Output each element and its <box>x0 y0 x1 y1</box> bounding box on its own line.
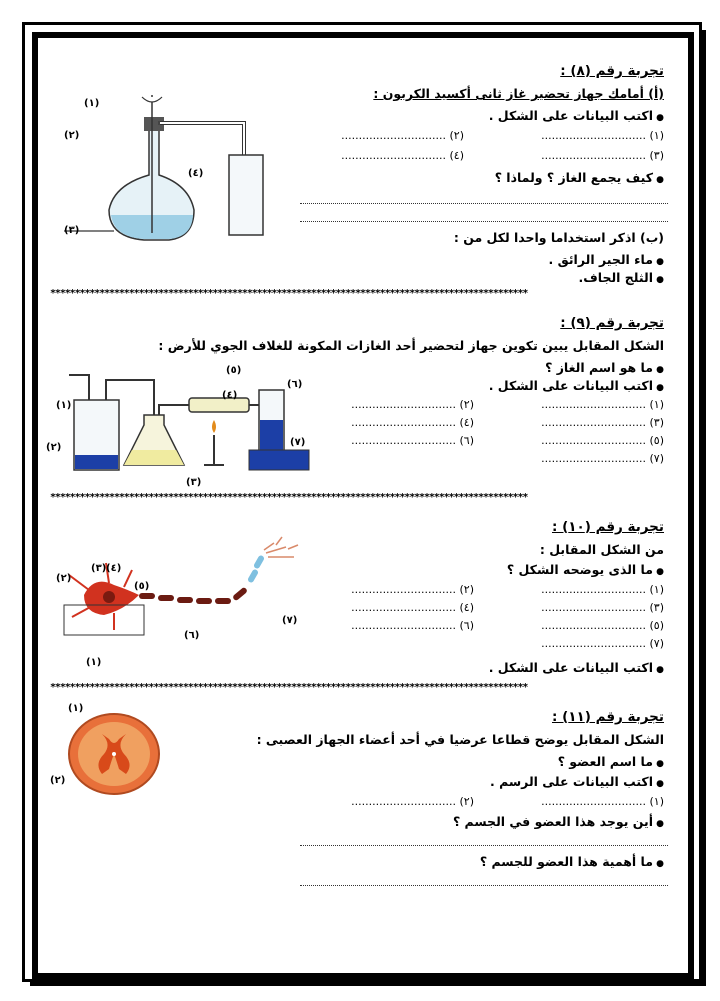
fig-label: (٤) <box>222 390 238 401</box>
fig-label: (١) <box>56 400 72 411</box>
fig-label: (٤) <box>188 168 204 179</box>
exp11-q4: ● ما أهمية هذا العضو للجسم ؟ <box>480 853 664 873</box>
fig-label: (٣) <box>64 225 80 236</box>
exp11-q3: ● أين يوجد هذا العضو في الجسم ؟ <box>453 813 664 833</box>
exp10-item-5[interactable]: (٥) .............................. <box>541 619 664 632</box>
exp10-item-2[interactable]: (٢) .............................. <box>351 583 474 596</box>
exp10-item-3[interactable]: (٣) .............................. <box>541 601 664 614</box>
fig-label: (٤) <box>106 563 122 574</box>
exp11-q1: ● ما اسم العضو ؟ <box>558 753 664 773</box>
exp9-item-7[interactable]: (٧) .............................. <box>541 452 664 465</box>
fig-label: (١) <box>86 657 102 668</box>
exp9-title: تجربة رقم (٩) : <box>560 315 664 331</box>
exp8-item-2[interactable]: (٢) .............................. <box>341 129 464 142</box>
exp9-item-1[interactable]: (١) .............................. <box>541 398 664 411</box>
exp10-item-4[interactable]: (٤) .............................. <box>351 601 474 614</box>
fig-label: (٢) <box>50 775 66 786</box>
exp11-item-2[interactable]: (٢) .............................. <box>351 795 474 808</box>
exp11-title: تجربة رقم (١١) : <box>552 709 664 725</box>
exp8-item-1[interactable]: (١) .............................. <box>541 129 664 142</box>
exp9-desc: الشكل المقابل يبين تكوين جهاز لتحضير أحد الغازات المكونة للغلاف الجوي للأرض : <box>158 338 664 353</box>
exp8-q2: ● كيف يجمع الغاز ؟ ولماذا ؟ <box>495 169 664 189</box>
exp9-q1: ● ما هو اسم الغاز ؟ <box>545 359 664 379</box>
fig-label: (٧) <box>290 437 306 448</box>
worksheet <box>44 55 674 955</box>
exp8-b1: ● ماء الجير الرائق . <box>549 251 665 271</box>
exp9-item-5[interactable]: (٥) .............................. <box>541 434 664 447</box>
separator: ************************************************************************************************* <box>50 288 528 299</box>
exp8-q1: ● اكتب البيانات على الشكل . <box>489 107 664 127</box>
fig-label: (٦) <box>184 630 200 641</box>
exp11-q2: ● اكتب البيانات على الرسم . <box>490 773 664 793</box>
exp9-item-3[interactable]: (٣) .............................. <box>541 416 664 429</box>
exp11-item-1[interactable]: (١) .............................. <box>541 795 664 808</box>
exp9-item-6[interactable]: (٦) .............................. <box>351 434 474 447</box>
exp10-q2: ● اكتب البيانات على الشكل . <box>489 659 664 679</box>
fig-label: (١) <box>68 703 84 714</box>
fig-label: (١) <box>84 98 100 109</box>
exp11-desc: الشكل المقابل يوضح قطاعا عرضيا في أحد أعضاء الجهاز العصبى : <box>256 732 664 747</box>
border-shadow-bottom <box>30 980 706 986</box>
exp10-title: تجربة رقم (١٠) : <box>552 519 664 535</box>
exp10-item-7[interactable]: (٧) .............................. <box>541 637 664 650</box>
exp8-title: تجربة رقم (٨) : <box>560 63 664 79</box>
spinal-cord-diagram <box>64 709 164 799</box>
fig-label: (٢) <box>56 573 72 584</box>
neuron-diagram <box>54 535 314 645</box>
fig-label: (٥) <box>226 365 242 376</box>
fig-label: (٣) <box>186 477 202 488</box>
exp10-item-6[interactable]: (٦) .............................. <box>351 619 474 632</box>
answer-line[interactable] <box>300 845 668 846</box>
co2-apparatus-diagram <box>54 85 284 245</box>
exp8-part-a: (أ) أمامك جهاز تحضير غاز ثانى أكسيد الكربون : <box>373 86 664 101</box>
border-shadow-right <box>700 30 706 980</box>
exp10-q1: ● ما الذى يوضحه الشكل ؟ <box>507 561 664 581</box>
answer-line[interactable] <box>300 203 668 204</box>
separator: ************************************************************************************************* <box>50 682 528 693</box>
exp8-part-b: (ب) اذكر استخداما واحدا لكل من : <box>453 230 664 245</box>
exp8-b2: ● الثلج الجاف. <box>579 269 665 289</box>
separator: ************************************************************************************************* <box>50 492 528 503</box>
fig-label: (٢) <box>46 442 62 453</box>
answer-line[interactable] <box>300 885 668 886</box>
fig-label: (٦) <box>287 379 303 390</box>
fig-label: (٣) <box>91 563 107 574</box>
exp8-item-3[interactable]: (٣) .............................. <box>541 149 664 162</box>
fig-label: (٧) <box>282 615 298 626</box>
exp10-item-1[interactable]: (١) .............................. <box>541 583 664 596</box>
fig-label: (٢) <box>64 130 80 141</box>
exp9-item-2[interactable]: (٢) .............................. <box>351 398 474 411</box>
exp10-desc: من الشكل المقابل : <box>539 542 664 557</box>
gas-preparation-diagram <box>64 365 314 475</box>
exp9-item-4[interactable]: (٤) .............................. <box>351 416 474 429</box>
answer-line[interactable] <box>300 221 668 222</box>
exp8-item-4[interactable]: (٤) .............................. <box>341 149 464 162</box>
exp9-q2: ● اكتب البيانات على الشكل . <box>489 377 664 397</box>
fig-label: (٥) <box>134 581 150 592</box>
